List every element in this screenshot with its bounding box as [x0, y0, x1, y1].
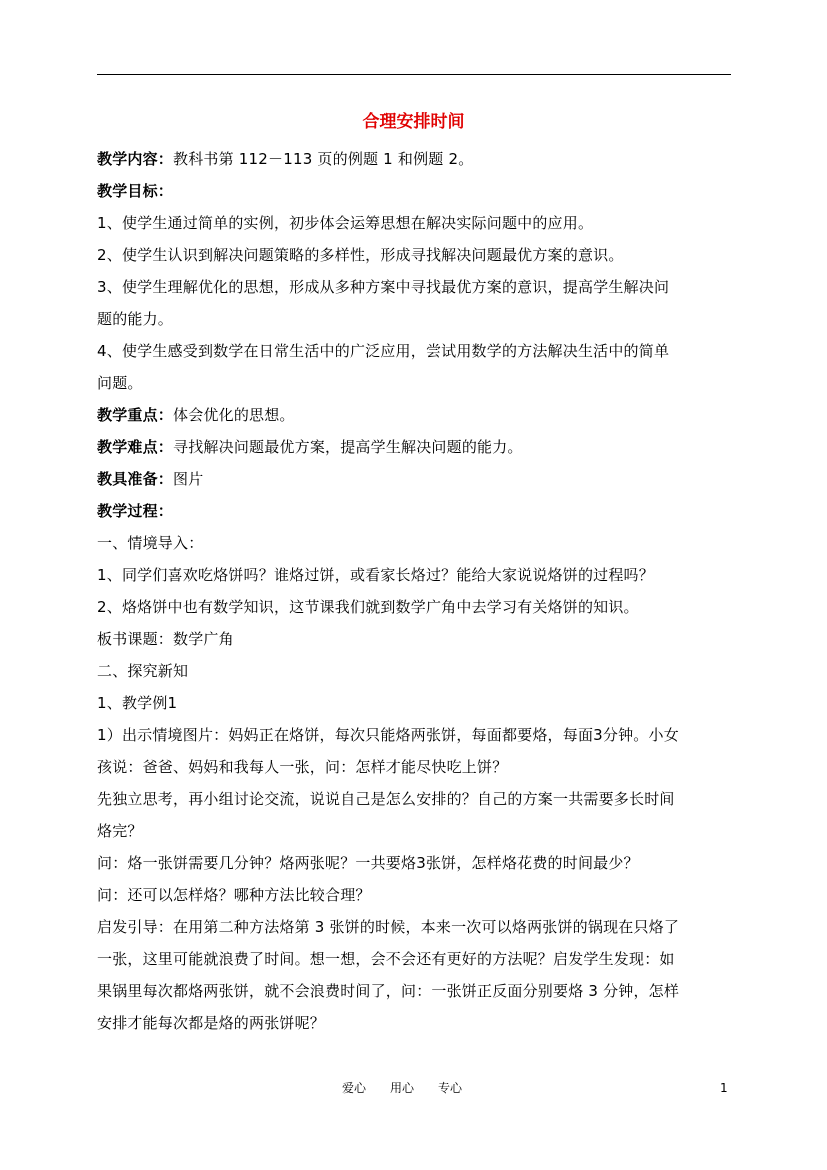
goal-4-cont: 问题。	[97, 374, 143, 392]
goal-3: 3、使学生理解优化的思想，形成从多种方案中寻找最优方案的意识，提高学生解决问	[97, 278, 670, 296]
header-rule	[97, 74, 731, 75]
key-point-line	[97, 399, 731, 431]
paragraph-line: 问：还可以怎样烙？哪种方法比较合理？	[97, 886, 371, 904]
paragraph-line: 先独立思考，再小组讨论交流，说说自己是怎么安排的？自己的方案一共需要多长时间	[97, 790, 675, 808]
page-footer	[0, 1078, 827, 1098]
section-explore-heading: 二、探究新知	[97, 662, 189, 680]
goal-4: 4、使学生感受到数学在日常生活中的广泛应用，尝试用数学的方法解决生活中的简单	[97, 342, 670, 360]
paragraph-line: 孩说：爸爸、妈妈和我每人一张，问：怎样才能尽快吃上饼？	[97, 758, 508, 776]
paragraph-line: 一张，这里可能就浪费了时间。想一想，会不会还有更好的方法呢？启发学生发现：如	[97, 950, 675, 968]
paragraph-line: 烙完？	[97, 822, 143, 840]
difficulty-label: 教学难点：	[97, 438, 174, 456]
difficulty-text: 寻找解决问题最优方案，提高学生解决问题的能力。	[173, 438, 523, 456]
paragraph-line: 安排才能每次都是烙的两张饼呢？	[97, 1014, 326, 1032]
page-number: 1	[720, 1081, 728, 1095]
materials-text: 图片	[173, 470, 204, 488]
teaching-process-heading: 教学过程：	[97, 502, 174, 520]
example-1-heading: 1、教学例1	[97, 694, 178, 712]
paragraph-line: 问：烙一张饼需要几分钟？烙两张呢？一共要烙3张饼，怎样烙花费的时间最少？	[97, 854, 639, 872]
footer-motto	[342, 1078, 486, 1098]
intro-item-2: 2、烙烙饼中也有数学知识，这节课我们就到数学广角中去学习有关烙饼的知识。	[97, 598, 639, 616]
document-title: 合理安排时间	[362, 112, 465, 132]
goal-2: 2、使学生认识到解决问题策略的多样性，形成寻找解决问题最优方案的意识。	[97, 246, 624, 264]
key-point-text: 体会优化的思想。	[173, 406, 295, 424]
goal-1: 1、使学生通过简单的实例，初步体会运筹思想在解决实际问题中的应用。	[97, 214, 594, 232]
key-point-label: 教学重点：	[97, 406, 174, 424]
paragraph-line: 启发引导：在用第二种方法烙第 3 张饼的时候，本来一次可以烙两张饼的锅现在只烙了	[97, 918, 680, 936]
paragraph-line: 果锅里每次都烙两张饼，就不会浪费时间了，问：一张饼正反面分别要烙 3 分钟，怎样	[97, 982, 680, 1000]
section-intro-heading: 一、情境导入：	[97, 534, 204, 552]
teaching-content-label: 教学内容：	[97, 150, 174, 168]
footer-motto-3: 专心	[438, 1081, 463, 1095]
materials-line	[97, 463, 731, 495]
materials-label: 教具准备：	[97, 470, 174, 488]
paragraph-line: 1）出示情境图片：妈妈正在烙饼，每次只能烙两张饼，每面都要烙，每面3分钟。小女	[97, 726, 679, 744]
difficulty-line	[97, 431, 731, 463]
intro-item-1: 1、同学们喜欢吃烙饼吗？谁烙过饼，或看家长烙过？能给大家说说烙饼的过程吗？	[97, 566, 654, 584]
board-topic: 板书课题：数学广角	[97, 630, 234, 648]
document-body	[97, 143, 731, 1039]
goal-3-cont: 题的能力。	[97, 310, 174, 328]
teaching-content-text: 教科书第 112－113 页的例题 1 和例题 2。	[173, 150, 474, 168]
teaching-goals-heading: 教学目标：	[97, 182, 174, 200]
footer-motto-1: 爱心	[342, 1081, 367, 1095]
footer-motto-2: 用心	[390, 1081, 415, 1095]
teaching-content-line	[97, 143, 731, 175]
